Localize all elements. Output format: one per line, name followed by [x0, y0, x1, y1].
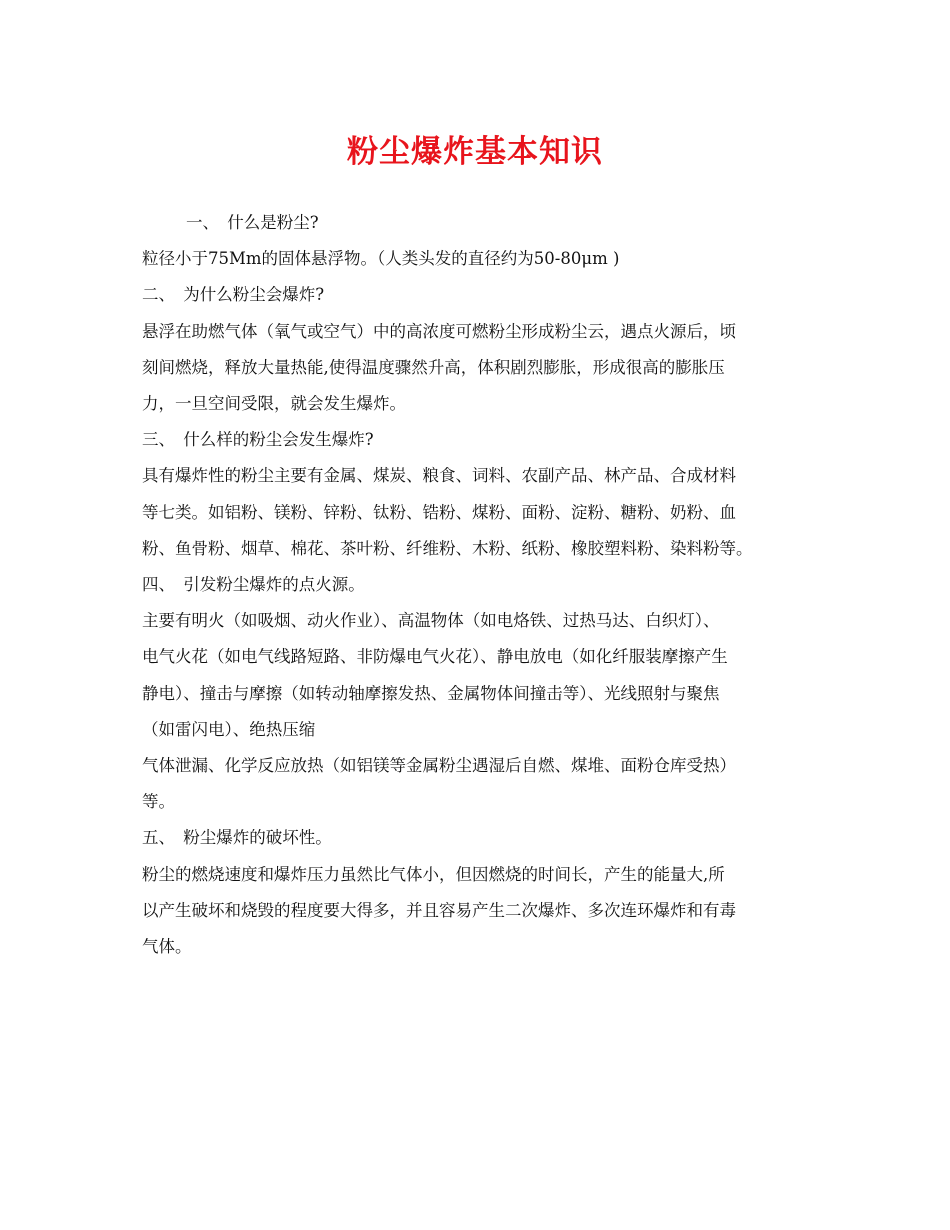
- section-text-3-line-1: 具有爆炸性的粉尘主要有金属、煤炭、粮食、词料、农副产品、林产品、合成材料: [142, 466, 736, 486]
- section-heading-1: 一、 什么是粉尘?: [186, 213, 319, 232]
- section-text-2-line-3: 力，一旦空间受限，就会发生爆炸。: [142, 394, 406, 414]
- section-heading-3: 三、 什么样的粉尘会发生爆炸?: [142, 430, 374, 450]
- section-text-4-line-3: 静电）、撞击与摩擦（如转动轴摩擦发热、金属物体间撞击等）、光线照射与聚焦: [142, 683, 720, 703]
- section-heading-4: 四、 引发粉尘爆炸的点火源。: [142, 575, 365, 595]
- document-title: 粉尘爆炸基本知识: [347, 134, 603, 170]
- section-heading-5: 五、 粉尘爆炸的破坏性。: [142, 828, 332, 848]
- section-text-2-line-1: 悬浮在助燃气体（氧气或空气）中的高浓度可燃粉尘形成粉尘云，遇点火源后，顷: [142, 321, 736, 341]
- section-text-4-line-6: 等。: [142, 792, 175, 812]
- section-text-5-line-1: 粉尘的燃烧速度和爆炸压力虽然比气体小，但因燃烧的时间长，产生的能量大,所: [142, 864, 725, 884]
- section-text-5-line-3: 气体。: [142, 937, 192, 957]
- section-text-3-line-2: 等七类。如铝粉、镁粉、锌粉、钛粉、锆粉、煤粉、面粉、淀粉、糖粉、奶粉、血: [142, 502, 736, 522]
- section-text-4-line-1: 主要有明火（如吸烟、动火作业）、高温物体（如电烙铁、过热马达、白织灯）、: [142, 611, 720, 631]
- section-text-2-line-2: 刻间燃烧，释放大量热能,使得温度骤然升高，体积剧烈膨胀，形成很高的膨胀压: [142, 357, 725, 377]
- section-text-4-line-2: 电气火花（如电气线路短路、非防爆电气火花）、静电放电（如化纤服装摩擦产生: [142, 647, 728, 667]
- section-text-4-line-5: 气体泄漏、化学反应放热（如铝镁等金属粉尘遇湿后自燃、煤堆、面粉仓库受热）: [142, 756, 736, 776]
- document-body: [142, 205, 832, 965]
- section-text-1: 粒径小于75Mm的固体悬浮物。（人类头发的直径约为50-80μm ): [142, 249, 620, 269]
- section-text-3-line-3: 粉、鱼骨粉、烟草、棉花、茶叶粉、纤维粉、木粉、纸粉、橡胶塑料粉、染料粉等。: [142, 538, 753, 558]
- section-text-5-line-2: 以产生破坏和烧毁的程度要大得多，并且容易产生二次爆炸、多次连环爆炸和有毒: [142, 900, 736, 920]
- section-text-4-line-4: （如雷闪电）、绝热压缩: [142, 719, 316, 739]
- section-heading-2: 二、 为什么粉尘会爆炸?: [142, 285, 325, 305]
